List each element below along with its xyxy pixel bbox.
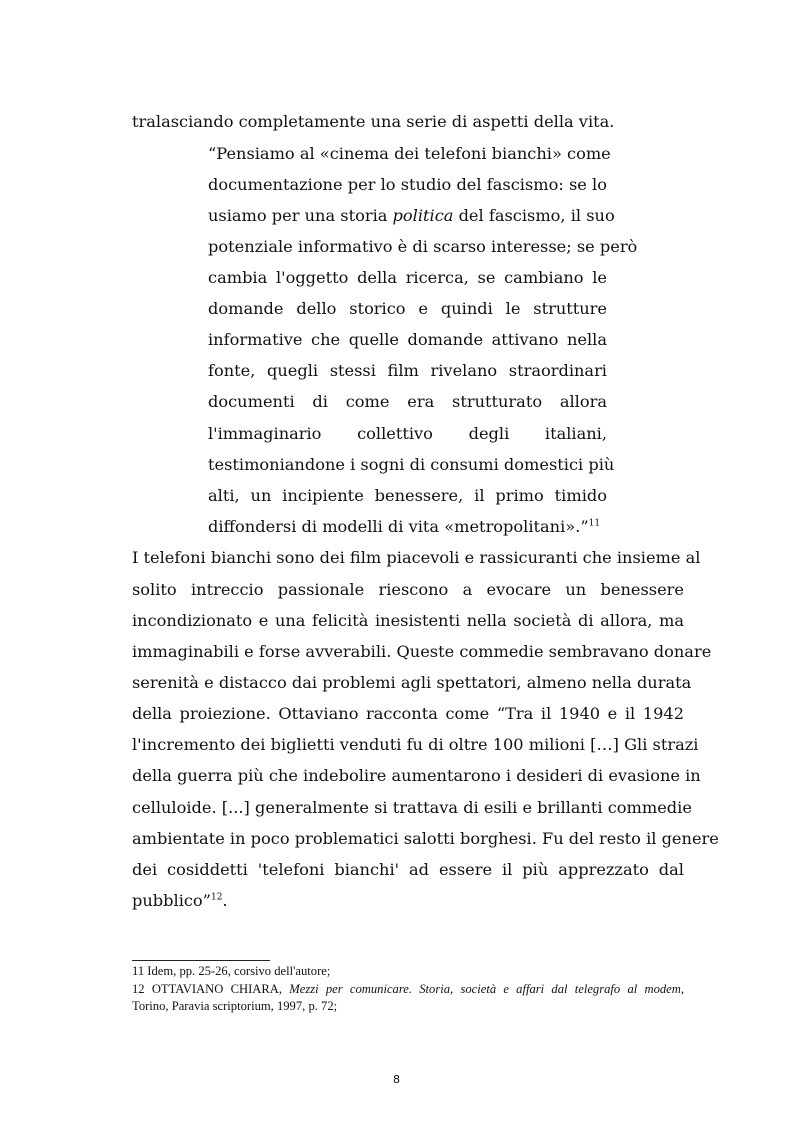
paragraph-line: dei cosiddetti 'telefoni bianchi' ad essere il più apprezzato dal <box>132 860 684 879</box>
footnote-12-title: Mezzi per comunicare. Storia, società e affari dal telegrafo al modem, <box>289 982 684 996</box>
paragraph-line: immaginabili e forse avverabili. Queste commedie sembravano donare <box>132 642 712 661</box>
footnote-12 <box>132 981 684 997</box>
paragraph-period: . <box>222 891 228 910</box>
footnote-ref-12[interactable]: 12 <box>210 892 223 903</box>
quote-line: cambia l'oggetto della ricerca, se cambiano le <box>208 268 607 287</box>
intro-line: tralasciando completamente una serie di aspetti della vita. <box>132 112 615 131</box>
footnote-separator <box>132 960 270 961</box>
quote-line: fonte, quegli stessi film rivelano straordinari <box>208 361 607 380</box>
quote-line-tail: del fascismo, il suo <box>453 206 615 225</box>
footnote-ref-11[interactable]: 11 <box>588 518 601 529</box>
footnote-11: 11 Idem, pp. 25-26, corsivo dell'autore; <box>132 964 331 978</box>
footnote-12-continued: Torino, Paravia scriptorium, 1997, p. 72; <box>132 999 338 1013</box>
quote-line: testimoniandone i sogni di consumi domestici più <box>208 455 615 474</box>
quote-line: informative che quelle domande attivano nella <box>208 330 607 349</box>
quote-italic-word: politica <box>392 206 454 225</box>
quote-line-head: usiamo per una storia <box>208 206 393 225</box>
paragraph-line <box>132 891 684 911</box>
quote-line <box>208 517 607 537</box>
quote-line: “Pensiamo al «cinema dei telefoni bianchi» come <box>208 144 611 163</box>
footnote-12-lead: 12 OTTAVIANO CHIARA, <box>132 982 290 996</box>
paragraph-line: della guerra più che indebolire aumentarono i desideri di evasione in <box>132 766 701 785</box>
page-number: 8 <box>393 1073 400 1086</box>
quote-line: domande dello storico e quindi le strutture <box>208 299 607 318</box>
paragraph-line: solito intreccio passionale riescono a evocare un benessere <box>132 580 684 599</box>
paragraph-line: I telefoni bianchi sono dei film piacevoli e rassicuranti che insieme al <box>132 548 701 567</box>
paragraph-last-line: pubblico” <box>132 891 211 910</box>
paragraph-line: incondizionato e una felicità inesistenti nella società di allora, ma <box>132 611 684 630</box>
quote-last-line: diffondersi di modelli di vita «metropolitani».” <box>208 517 589 536</box>
quote-line: potenziale informativo è di scarso interesse; se però <box>208 237 638 256</box>
paragraph-line: l'incremento dei biglietti venduti fu di oltre 100 milioni […] Gli strazi <box>132 735 699 754</box>
paragraph-line: ambientate in poco problematici salotti borghesi. Fu del resto il genere <box>132 829 719 848</box>
paragraph-line: serenità e distacco dai problemi agli spettatori, almeno nella durata <box>132 673 692 692</box>
paragraph-line: della proiezione. Ottaviano racconta come “Tra il 1940 e il 1942 <box>132 704 684 723</box>
paragraph-line: celluloide. [...] generalmente si trattava di esili e brillanti commedie <box>132 798 692 817</box>
quote-line: alti, un incipiente benessere, il primo timido <box>208 486 607 505</box>
quote-line <box>208 206 615 226</box>
quote-line: documentazione per lo studio del fascismo: se lo <box>208 175 607 194</box>
quote-line: l'immaginario collettivo degli italiani, <box>208 424 607 443</box>
quote-line: documenti di come era strutturato allora <box>208 392 607 411</box>
